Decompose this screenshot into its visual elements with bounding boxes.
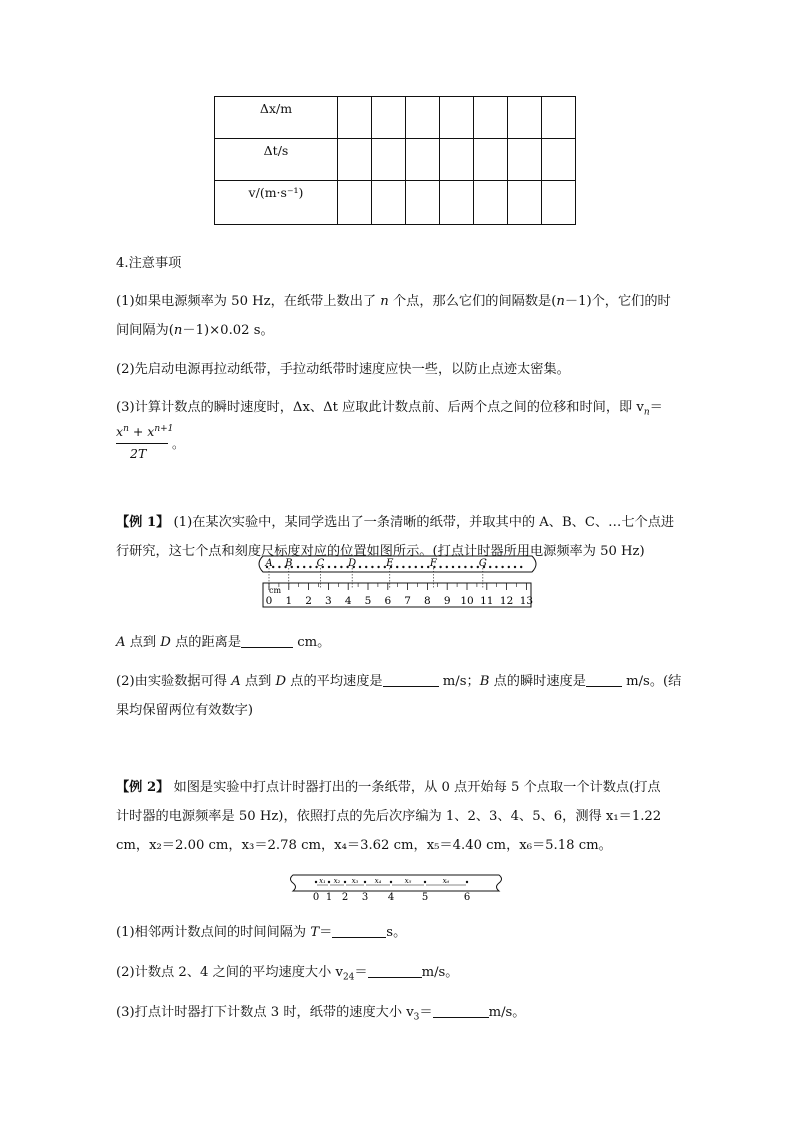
example2-line1: 【例 2】 如图是实验中打点计时器打出的一条纸带，从 0 点开始每 5 个点取一个计数点(打点 <box>116 780 661 795</box>
ruler-tick-label: 10 <box>460 595 474 607</box>
tape-dot <box>340 566 342 568</box>
count-point-number: 4 <box>387 892 395 903</box>
example1-q2: (2)由实验数据可得 A 点到 D 点的平均速度是 m/s；B 点的瞬时速度是 m/s。(结 <box>116 674 682 689</box>
tape-figure <box>287 873 505 903</box>
segment-label: x₂ <box>333 877 341 885</box>
tape-dot <box>452 566 454 568</box>
example2-line2: 计时器的电源频率是 50 Hz)，依照打点的先后次序编为 1、2、3、4、5、6，测得 x₁＝1.22 <box>116 809 662 824</box>
notes-heading: 4.注意事项 <box>116 256 182 271</box>
tape-dot <box>371 566 373 568</box>
ruler-tick-label: 12 <box>499 595 514 607</box>
tape-dot <box>446 566 448 568</box>
tape-dot <box>309 566 311 568</box>
ruler-tick-label: 11 <box>480 595 494 607</box>
segment-label: x₅ <box>404 877 412 885</box>
tape-dot <box>508 566 510 568</box>
count-point <box>315 881 317 883</box>
table-row <box>215 181 576 225</box>
tape-point-label: C <box>316 558 325 569</box>
tape-count-marks <box>313 877 470 903</box>
segment-label: x₁ <box>319 877 326 885</box>
ruler-tick-label: 9 <box>443 595 451 607</box>
tape-point-label: A <box>265 558 273 569</box>
example1-q1: A 点到 D 点的距离是 cm。 <box>116 635 331 650</box>
table-row <box>215 97 576 139</box>
count-point <box>344 881 346 883</box>
answer-blank[interactable] <box>368 963 422 978</box>
tape-dot <box>328 566 330 568</box>
row-label-dt: Δt/s <box>215 139 338 181</box>
note-item-2: (2)先启动电源再拉动纸带，手拉动纸带时速度应快一些，以防止点迹太密集。 <box>116 362 570 377</box>
count-point <box>466 881 468 883</box>
tape-dot <box>303 566 305 568</box>
tape-dot <box>501 566 503 568</box>
tape-dot <box>520 566 522 568</box>
tape-point-labels <box>264 558 486 589</box>
note-item-1-cont: 间间隔为(n－1)×0.02 s。 <box>116 323 274 338</box>
tape-dot <box>402 566 404 568</box>
tape-dot <box>377 566 379 568</box>
paper-tape <box>259 556 536 572</box>
answer-blank[interactable] <box>241 633 293 648</box>
tape-dot <box>495 566 497 568</box>
tape-dot <box>334 566 336 568</box>
tape-dot <box>439 566 441 568</box>
count-point-number: 0 <box>312 892 320 903</box>
ruler-unit: cm <box>269 586 282 595</box>
table-row <box>215 139 576 181</box>
ruler-tick-label: 7 <box>404 595 411 607</box>
example1-line1: 【例 1】 (1)在某次实验中，某同学选出了一条清晰的纸带，并取其中的 A、B、C、…七个点进 <box>116 515 675 530</box>
tape-dot <box>464 566 466 568</box>
segment-label: x₆ <box>442 877 450 885</box>
ruler-tick-label: 0 <box>265 595 273 607</box>
tape-dot <box>458 566 460 568</box>
count-point-number: 3 <box>361 892 369 903</box>
example1-line2: 行研究，这七个点和刻度尺标度对应的位置如图所示。(打点计时器所用电源频率为 50 Hz) <box>116 544 645 559</box>
segment-label: x₄ <box>374 877 382 885</box>
count-point-number: 1 <box>325 892 333 903</box>
example2-q3: (3)打点计时器打下计数点 3 时，纸带的速度大小 $v_3= m/s$。 <box>116 1005 526 1023</box>
tape-point-label: D <box>348 558 357 569</box>
tape-point-label: G <box>478 558 487 569</box>
tape-dot <box>278 566 280 568</box>
count-point-number: 6 <box>463 892 471 903</box>
example2-q2: (2)计数点 2、4 之间的平均速度大小 $v_{24}= m/s$。 <box>116 965 459 983</box>
tape-dot <box>365 566 367 568</box>
tape-point-label: E <box>386 558 394 569</box>
tape-dot <box>470 566 472 568</box>
row-label-v: v/(m·s⁻¹) <box>215 181 338 225</box>
ruler-tick-label: 2 <box>305 595 312 607</box>
example2-line3: cm，x₂＝2.00 cm，x₃＝2.78 cm，x₄＝3.62 cm，x₅＝4.40 cm，x₆＝5.18 cm。 <box>116 838 612 853</box>
tape-dot <box>396 566 398 568</box>
tape-dot <box>514 566 516 568</box>
answer-blank[interactable] <box>383 672 439 687</box>
note-item-1: (1)如果电源频率为 50 Hz，在纸带上数出了 n 个点，那么它们的间隔数是(n－1)个，它们的时 <box>116 294 671 309</box>
count-point-number: 2 <box>341 892 349 903</box>
count-point-number: 5 <box>421 892 429 903</box>
ruler-tick-label: 6 <box>384 595 392 607</box>
ruler-tick-label: 1 <box>285 595 293 607</box>
tape-dot <box>489 566 491 568</box>
tape-dot <box>415 566 417 568</box>
ruler-tick-label: 8 <box>424 595 431 607</box>
tape-dot <box>359 566 361 568</box>
tape-point-label: F <box>429 558 437 569</box>
tape-point-label: B <box>285 558 293 569</box>
ruler-tick-label: 13 <box>519 595 534 607</box>
count-point <box>390 881 392 883</box>
example1-q2-cont: 果均保留两位有效数字) <box>116 703 254 718</box>
answer-blank[interactable] <box>332 923 386 938</box>
measurement-table <box>214 96 576 225</box>
example2-q1: (1)相邻两计数点间的时间间隔为 T＝ s。 <box>116 925 407 940</box>
ruler-tick-label: 5 <box>364 595 372 607</box>
ruler-tick-label: 3 <box>325 595 332 607</box>
tape-dot <box>408 566 410 568</box>
row-label-dx: Δx/m <box>215 97 338 139</box>
fraction-bar <box>116 443 168 444</box>
ruler-ticks <box>266 583 533 607</box>
ruler-tick-label: 4 <box>344 595 352 607</box>
answer-blank[interactable] <box>433 1003 489 1018</box>
count-point <box>364 881 366 883</box>
segment-label: x₃ <box>351 877 359 885</box>
tape-dot <box>421 566 423 568</box>
answer-blank[interactable] <box>586 672 622 687</box>
count-point <box>328 881 330 883</box>
tape-dot <box>297 566 299 568</box>
count-point <box>424 881 426 883</box>
ruler-figure <box>255 553 545 611</box>
note-item-3: (3)计算计数点的瞬时速度时，Δx、Δt 应取此计数点前、后两个点之间的位移和时间，即 $v_n=$ <box>116 400 663 418</box>
